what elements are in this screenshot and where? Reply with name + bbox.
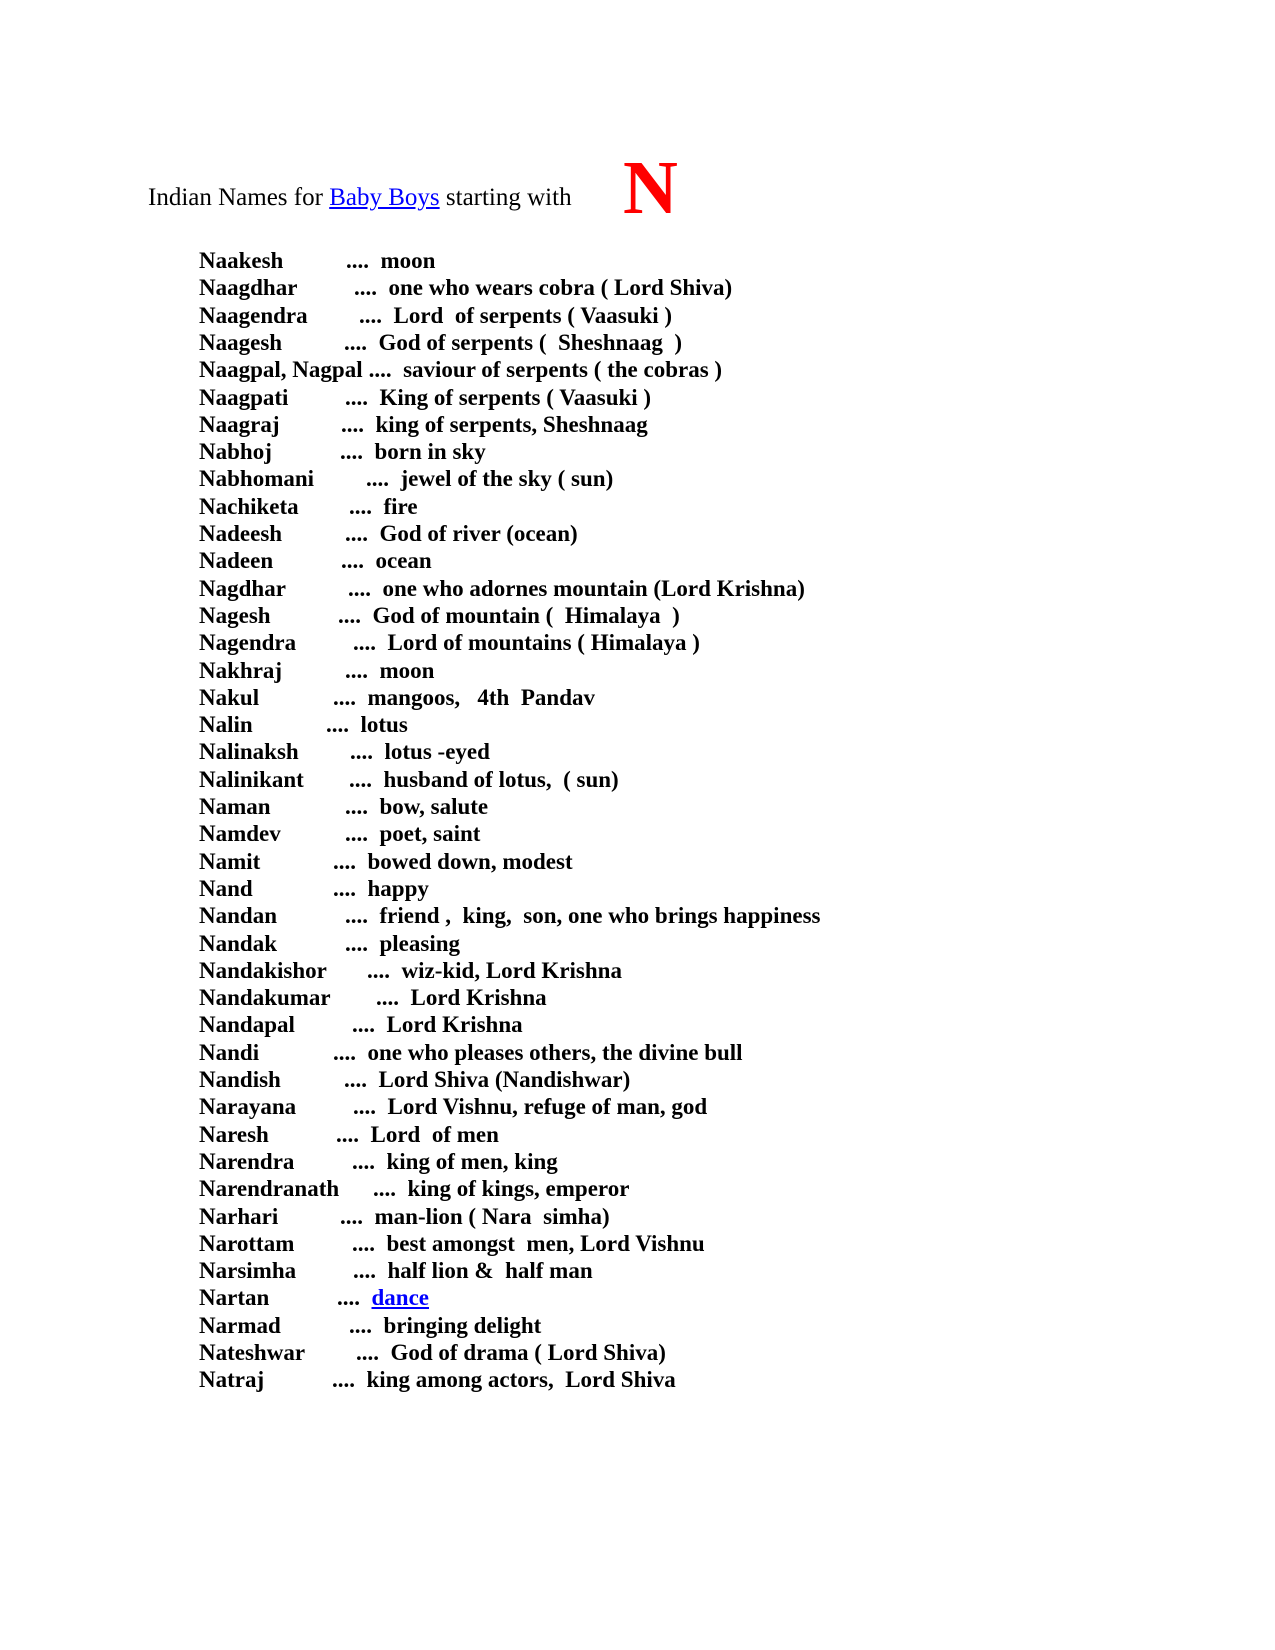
name: Narottam bbox=[199, 1230, 295, 1256]
separator: .... bbox=[368, 357, 392, 383]
list-item bbox=[199, 684, 595, 711]
meaning: Lord of men bbox=[370, 1121, 499, 1147]
meaning: King of serpents ( Vaasuki ) bbox=[379, 384, 652, 410]
separator: .... bbox=[353, 630, 376, 656]
separator: .... bbox=[352, 1148, 375, 1174]
meaning: moon bbox=[380, 248, 436, 273]
list-item bbox=[199, 329, 683, 356]
meaning-group bbox=[349, 494, 418, 520]
name: Nandan bbox=[199, 903, 277, 929]
meaning: half lion & half man bbox=[387, 1258, 593, 1284]
list-item bbox=[199, 302, 673, 329]
meaning-group bbox=[352, 1012, 523, 1038]
meaning-group bbox=[345, 821, 480, 847]
list-item bbox=[199, 575, 805, 602]
separator: .... bbox=[336, 1121, 359, 1147]
meaning: bow, salute bbox=[379, 794, 489, 819]
list-item bbox=[199, 384, 652, 411]
name: Narhari bbox=[199, 1203, 279, 1229]
list-item bbox=[199, 1340, 666, 1366]
list-item bbox=[199, 602, 680, 629]
name: Naresh bbox=[199, 1121, 269, 1147]
meaning-group bbox=[344, 1067, 630, 1093]
separator: .... bbox=[353, 1094, 376, 1120]
separator: .... bbox=[352, 1230, 375, 1256]
meaning: God of river (ocean) bbox=[379, 521, 578, 546]
separator: .... bbox=[356, 1340, 379, 1365]
name: Nabhoj bbox=[199, 439, 272, 465]
separator: .... bbox=[366, 466, 389, 492]
meaning-group bbox=[332, 1367, 676, 1393]
meaning: Lord of mountains ( Himalaya ) bbox=[387, 630, 700, 656]
separator: .... bbox=[354, 275, 377, 301]
name: Nand bbox=[199, 875, 253, 901]
name: Nakul bbox=[199, 684, 260, 710]
name: Nagesh bbox=[199, 602, 271, 628]
list-item bbox=[199, 1230, 705, 1257]
meaning: one who adornes mountain (Lord Krishna) bbox=[382, 575, 805, 601]
separator: .... bbox=[333, 848, 356, 874]
page-title bbox=[148, 184, 572, 212]
meaning: one who pleases others, the divine bull bbox=[367, 1039, 743, 1065]
separator: .... bbox=[352, 1012, 375, 1038]
list-item bbox=[199, 821, 481, 847]
meaning: happy bbox=[367, 875, 429, 901]
meaning-group bbox=[367, 958, 622, 984]
separator: .... bbox=[345, 384, 368, 410]
meaning: bowed down, modest bbox=[367, 848, 573, 874]
list-item bbox=[199, 1067, 631, 1093]
name: Naagesh bbox=[199, 329, 283, 355]
name: Naagdhar bbox=[199, 275, 298, 301]
name: Narendra bbox=[199, 1148, 295, 1174]
title-prefix: Indian Names for bbox=[148, 184, 323, 211]
meaning-group bbox=[352, 1231, 705, 1257]
name: Nartan bbox=[199, 1285, 270, 1311]
list-item bbox=[199, 1148, 558, 1175]
meaning-group bbox=[345, 658, 434, 684]
separator: .... bbox=[359, 302, 382, 328]
separator: .... bbox=[349, 766, 372, 792]
meaning-group bbox=[373, 1176, 629, 1202]
meaning: Lord Vishnu, refuge of man, god bbox=[387, 1094, 708, 1120]
separator: .... bbox=[373, 1176, 396, 1202]
meaning-group bbox=[376, 985, 547, 1011]
meaning-group bbox=[336, 1122, 499, 1148]
separator: .... bbox=[337, 1285, 360, 1311]
separator: .... bbox=[345, 930, 368, 956]
meaning: jewel of the sky ( sun) bbox=[400, 466, 614, 492]
meaning: moon bbox=[379, 657, 435, 683]
list-item bbox=[199, 1312, 542, 1339]
meaning: one who wears cobra ( Lord Shiva) bbox=[388, 275, 733, 301]
meaning-group bbox=[353, 1094, 707, 1120]
list-item bbox=[199, 848, 573, 875]
name: Namdev bbox=[199, 821, 281, 847]
name: Nalinikant bbox=[199, 766, 304, 792]
meaning: king of kings, emperor bbox=[407, 1176, 630, 1202]
meaning: Lord Shiva (Nandishwar) bbox=[378, 1067, 631, 1092]
name: Nandapal bbox=[199, 1012, 295, 1038]
meaning-group bbox=[369, 357, 723, 382]
meaning-group bbox=[333, 849, 573, 875]
list-item bbox=[199, 957, 622, 984]
list-item bbox=[199, 1367, 676, 1393]
list-item bbox=[199, 1039, 743, 1066]
separator: .... bbox=[326, 712, 349, 738]
meaning: lotus -eyed bbox=[384, 739, 490, 765]
list-item bbox=[199, 794, 489, 820]
meaning-group bbox=[345, 794, 488, 820]
separator: .... bbox=[345, 521, 368, 546]
meaning-group bbox=[337, 1285, 429, 1311]
meaning-group bbox=[356, 1340, 666, 1366]
separator: .... bbox=[349, 493, 372, 519]
list-item bbox=[199, 248, 436, 274]
separator: .... bbox=[338, 602, 361, 628]
baby-boys-link[interactable]: Baby Boys bbox=[329, 184, 440, 211]
list-item bbox=[199, 275, 733, 301]
meaning-group bbox=[366, 466, 613, 492]
name: Nadeesh bbox=[199, 521, 283, 546]
meaning: best amongst men, Lord Vishnu bbox=[386, 1230, 705, 1256]
meaning: husband of lotus, ( sun) bbox=[383, 766, 619, 792]
meaning-group bbox=[340, 1204, 610, 1230]
separator: .... bbox=[345, 821, 368, 847]
meaning: pleasing bbox=[379, 930, 461, 956]
meaning-group bbox=[349, 767, 619, 793]
meaning-group bbox=[353, 630, 700, 656]
name: Naagpal, Nagpal bbox=[199, 357, 363, 383]
meaning-group bbox=[345, 385, 651, 411]
name: Nachiketa bbox=[199, 493, 299, 519]
meaning-group bbox=[345, 903, 820, 929]
meaning: lotus bbox=[360, 712, 408, 738]
name: Narsimha bbox=[199, 1258, 297, 1284]
meaning-group bbox=[352, 1149, 558, 1175]
meaning-group bbox=[338, 603, 680, 629]
meaning-group bbox=[333, 876, 429, 902]
name: Nateshwar bbox=[199, 1340, 306, 1365]
name: Narendranath bbox=[199, 1176, 340, 1202]
list-item bbox=[199, 548, 432, 574]
meaning: friend , king, son, one who brings happiness bbox=[379, 903, 821, 929]
meaning-group bbox=[348, 576, 805, 602]
name: Namit bbox=[199, 848, 261, 874]
name: Nalinaksh bbox=[199, 739, 299, 765]
meaning: poet, saint bbox=[379, 821, 481, 847]
meaning: mangoos, 4th Pandav bbox=[367, 684, 595, 710]
meaning-group bbox=[326, 712, 408, 738]
list-item bbox=[199, 1258, 593, 1284]
list-item bbox=[199, 875, 429, 902]
separator: .... bbox=[344, 1067, 367, 1092]
list-item bbox=[199, 439, 486, 465]
meaning: God of serpents ( Sheshnaag ) bbox=[378, 329, 683, 355]
name: Nalin bbox=[199, 712, 253, 738]
meaning-group bbox=[341, 412, 648, 438]
name: Narayana bbox=[199, 1094, 297, 1120]
name: Naagraj bbox=[199, 411, 280, 437]
meaning-group bbox=[346, 248, 435, 274]
meaning: fire bbox=[383, 493, 418, 519]
name: Naakesh bbox=[199, 248, 284, 273]
name: Nabhomani bbox=[199, 466, 315, 492]
name: Nadeen bbox=[199, 548, 274, 574]
meaning: man-lion ( Nara simha) bbox=[374, 1203, 610, 1229]
meaning-group bbox=[345, 521, 578, 547]
meaning-group bbox=[354, 275, 732, 301]
meaning-group bbox=[353, 1258, 593, 1284]
separator: .... bbox=[345, 657, 368, 683]
separator: .... bbox=[341, 411, 364, 437]
meaning-group bbox=[340, 439, 486, 465]
meaning: born in sky bbox=[374, 439, 486, 465]
list-item bbox=[199, 766, 619, 793]
list-item bbox=[199, 930, 461, 957]
name: Nandakishor bbox=[199, 957, 327, 983]
separator: .... bbox=[340, 439, 363, 465]
list-item bbox=[199, 712, 408, 738]
separator: .... bbox=[345, 794, 368, 819]
name: Narmad bbox=[199, 1312, 281, 1338]
meaning-group bbox=[359, 303, 672, 329]
list-item bbox=[199, 1285, 429, 1311]
list-item bbox=[199, 466, 614, 492]
list-item bbox=[199, 1203, 610, 1230]
separator: .... bbox=[350, 739, 373, 765]
separator: .... bbox=[333, 1039, 356, 1065]
separator: .... bbox=[340, 1203, 363, 1229]
meaning: wiz-kid, Lord Krishna bbox=[401, 957, 622, 983]
title-suffix: starting with bbox=[445, 184, 572, 211]
meaning: king among actors, Lord Shiva bbox=[366, 1367, 676, 1393]
separator: .... bbox=[376, 985, 399, 1011]
list-item bbox=[199, 357, 722, 383]
title-letter: N bbox=[623, 146, 678, 230]
name: Naman bbox=[199, 794, 271, 819]
list-item bbox=[199, 1012, 523, 1038]
name: Nagdhar bbox=[199, 575, 286, 601]
separator: .... bbox=[346, 248, 369, 273]
separator: .... bbox=[344, 329, 367, 355]
separator: .... bbox=[332, 1367, 355, 1393]
list-item bbox=[199, 739, 490, 765]
meaning-group bbox=[341, 548, 432, 574]
name: Nakhraj bbox=[199, 657, 283, 683]
separator: .... bbox=[333, 684, 356, 710]
separator: .... bbox=[333, 875, 356, 901]
list-item bbox=[199, 521, 578, 547]
list-item bbox=[199, 630, 700, 656]
meaning: saviour of serpents ( the cobras ) bbox=[403, 357, 723, 383]
meaning-group bbox=[344, 330, 682, 356]
meaning: king of men, king bbox=[386, 1148, 558, 1174]
name: Nandak bbox=[199, 930, 277, 956]
meaning: king of serpents, Sheshnaag bbox=[375, 411, 648, 437]
name: Nandakumar bbox=[199, 985, 331, 1011]
separator: .... bbox=[341, 548, 364, 574]
name: Naagpati bbox=[199, 384, 289, 410]
meaning: Lord of serpents ( Vaasuki ) bbox=[393, 302, 673, 328]
list-item bbox=[199, 903, 821, 929]
list-item bbox=[199, 1176, 630, 1202]
list-item bbox=[199, 657, 435, 684]
meaning-group bbox=[333, 685, 595, 711]
meaning-link[interactable]: dance bbox=[371, 1285, 429, 1311]
name: Nandi bbox=[199, 1039, 260, 1065]
separator: .... bbox=[348, 575, 371, 601]
list-item bbox=[199, 1094, 708, 1120]
meaning: God of mountain ( Himalaya ) bbox=[372, 602, 680, 628]
meaning: Lord Krishna bbox=[410, 985, 547, 1011]
name: Nandish bbox=[199, 1067, 281, 1092]
meaning-group bbox=[345, 931, 460, 957]
meaning: bringing delight bbox=[383, 1312, 542, 1338]
meaning: Lord Krishna bbox=[386, 1012, 523, 1038]
list-item bbox=[199, 985, 547, 1011]
meaning-group bbox=[333, 1040, 743, 1066]
name: Nagendra bbox=[199, 630, 297, 656]
meaning: ocean bbox=[375, 548, 432, 574]
list-item bbox=[199, 493, 418, 520]
list-item bbox=[199, 1121, 499, 1148]
meaning-group bbox=[349, 1313, 541, 1339]
name: Naagendra bbox=[199, 302, 308, 328]
separator: .... bbox=[367, 957, 390, 983]
separator: .... bbox=[353, 1258, 376, 1284]
meaning: God of drama ( Lord Shiva) bbox=[390, 1340, 666, 1365]
list-item bbox=[199, 411, 648, 438]
separator: .... bbox=[349, 1312, 372, 1338]
name: Natraj bbox=[199, 1367, 265, 1393]
separator: .... bbox=[345, 903, 368, 929]
meaning-group bbox=[350, 739, 490, 765]
